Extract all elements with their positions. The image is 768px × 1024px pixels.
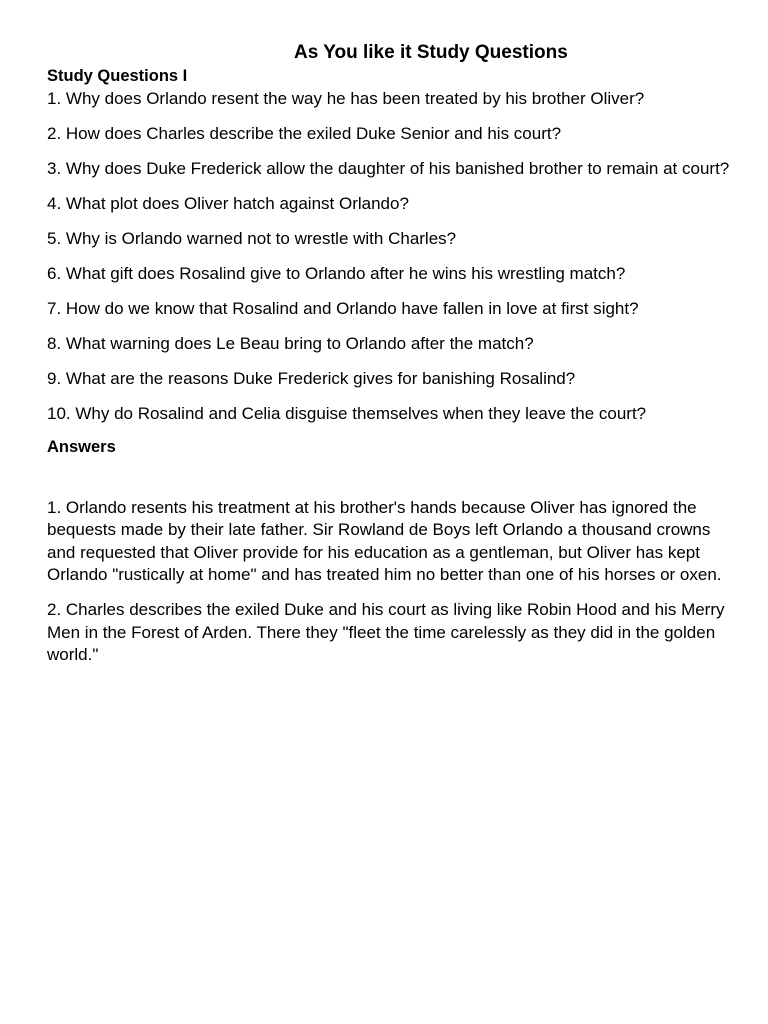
question-item: 10. Why do Rosalind and Celia disguise themselves when they leave the court? bbox=[47, 403, 647, 423]
page-title: As You like it Study Questions bbox=[294, 42, 568, 63]
question-item: 2. How does Charles describe the exiled Duke Senior and his court? bbox=[47, 123, 562, 143]
answers-heading: Answers bbox=[47, 438, 116, 456]
question-item: 6. What gift does Rosalind give to Orlando after he wins his wrestling match? bbox=[47, 263, 626, 283]
question-item: 1. Why does Orlando resent the way he has been treated by his brother Oliver? bbox=[47, 88, 645, 108]
question-item: 7. How do we know that Rosalind and Orlando have fallen in love at first sight? bbox=[47, 298, 639, 318]
question-item: 3. Why does Duke Frederick allow the daughter of his banished brother to remain at court? bbox=[47, 158, 730, 178]
question-item: 4. What plot does Oliver hatch against Orlando? bbox=[47, 193, 409, 213]
answers-list bbox=[47, 497, 737, 667]
answer-item: 2. Charles describes the exiled Duke and his court as living like Robin Hood and his Merry Men in the Forest of Arden. There they "fleet the time carelessly as they did in the golden world." bbox=[47, 600, 725, 664]
answer-item: 1. Orlando resents his treatment at his brother's hands because Oliver has ignored the bequests made by their late father. Sir Rowland de Boys left Orlando a thousand crowns and requested that Oliver provide for his education as a gentleman, but Oliver has kept Orlando "rustically at home" and has treated him no better than one of his horses or oxen. bbox=[47, 497, 722, 584]
document-body bbox=[47, 65, 737, 679]
section-heading: Study Questions I bbox=[47, 67, 188, 85]
question-item: 9. What are the reasons Duke Frederick gives for banishing Rosalind? bbox=[47, 368, 576, 388]
question-item: 8. What warning does Le Beau bring to Orlando after the match? bbox=[47, 333, 534, 353]
questions-list bbox=[47, 88, 737, 426]
question-item: 5. Why is Orlando warned not to wrestle with Charles? bbox=[47, 228, 457, 248]
